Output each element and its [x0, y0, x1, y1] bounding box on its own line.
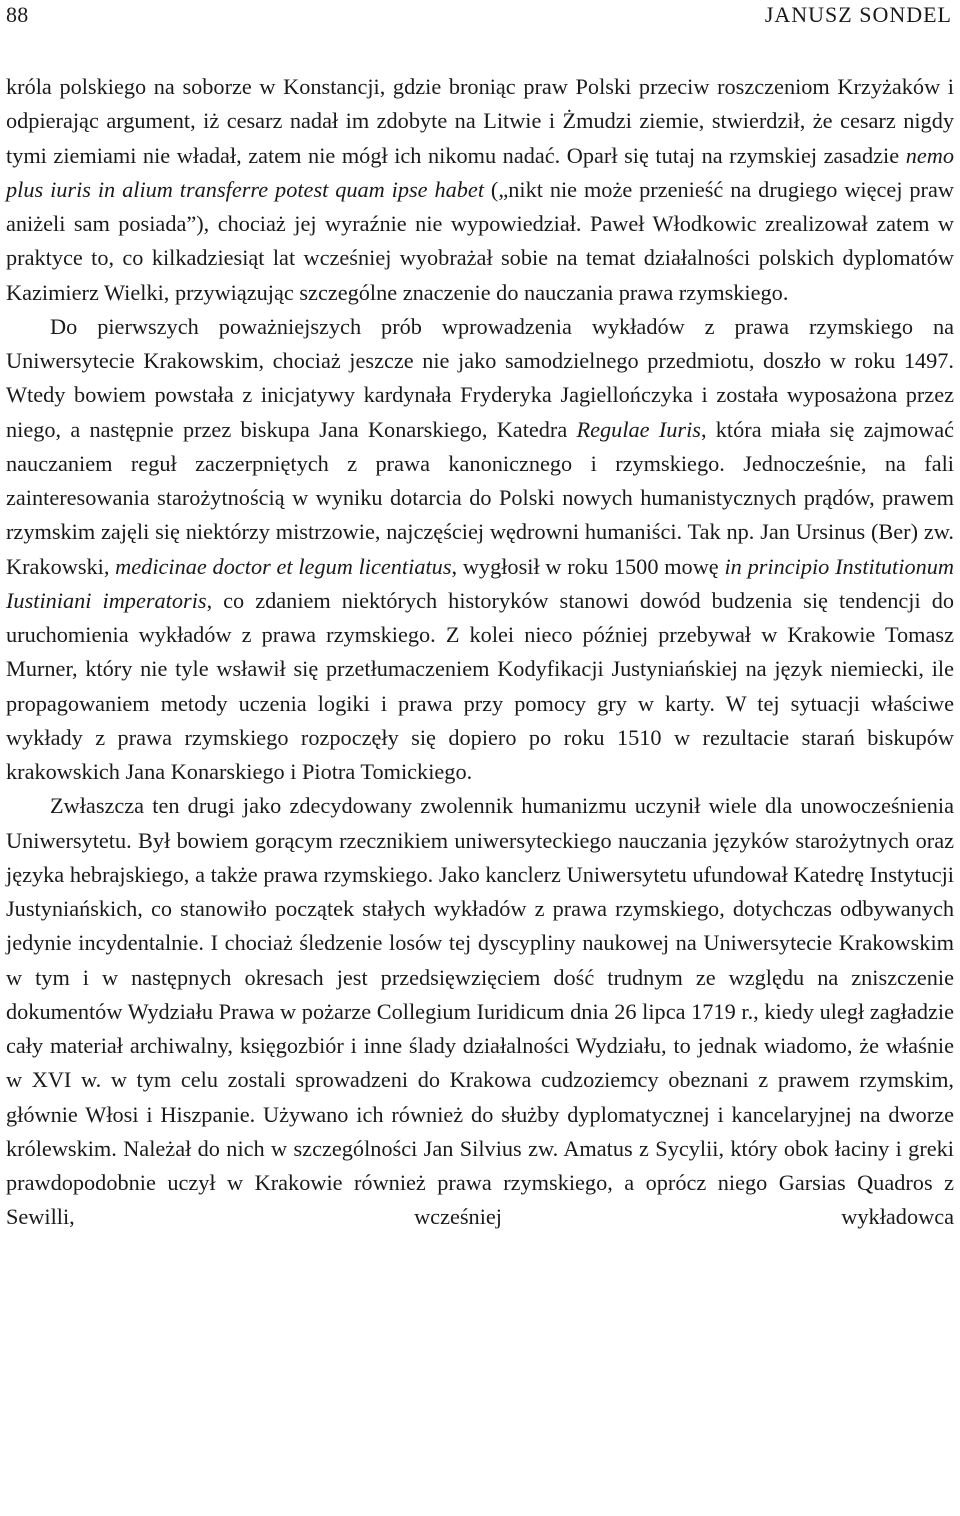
- paragraph-2-regulae-iuris: Regulae Iuris: [576, 416, 701, 442]
- paragraph-2-text-1: Do pierwszych poważniejszych prób wprowadzenia wykładów z prawa rzymskiego na Uniwersytecie Krakowskim, chociaż jeszcze nie jako samodzielnego przedmiotu, doszło w roku 1497. Wtedy bowiem powstała z inicjatywy kardynała Fryderyka Jagiellończyka i została wyposażona przez niego, a następnie przez biskupa Jana Konarskiego, Katedra: [6, 313, 954, 442]
- running-title: JANUSZ SONDEL: [764, 2, 952, 27]
- paragraph-2-latin-title: medicinae doctor et legum licentiatus: [115, 553, 452, 579]
- paragraph-1-text-1: króla polskiego na soborze w Konstancji, gdzie broniąc praw Polski przeciw roszczeniom Krzyżaków i odpierając argument, iż cesarz nadał im zdobyte na Litwie i Żmudzi ziemie, stwierdził, że cesarz nigdy tymi ziemiami nie władał, zatem nie mógł ich nikomu nadać. Oparł się tutaj na rzymskiej zasadzie: [6, 74, 954, 168]
- paragraph-3-text-1: Zwłaszcza ten drugi jako zdecydowany zwolennik humanizmu uczynił wiele dla unowocześnienia Uniwersytetu. Był bowiem gorącym rzecznikiem uniwersyteckiego nauczania języków starożytnych oraz języka hebrajskiego, a także prawa rzymskiego. Jako kanclerz Uniwersytetu ufundował Katedrę Instytucji Justyniańskich, co stanowiło początek stałych wykładów z prawa rzymskiego, dotychczas odbywanych jedynie incydentalnie. I chociaż śledzenie losów tej dyscypliny naukowej na Uniwersytecie Krakowskim w tym i w następnych okresach jest przedsięwzięciem dość trudnym ze względu na zniszczenie dokumentów Wydziału Prawa w pożarze Collegium Iuridicum dnia 26 lipca 1719 r., kiedy uległ zagładzie cały materiał archiwalny, księgozbiór i inne ślady działalności Wydziału, to jednak wiadomo, że właśnie w XVI w. w tym celu zostali sprowadzeni do Krakowa cudzoziemcy obeznani z prawem rzymskim, głównie Włosi i Hiszpanie. Używano ich również do służby dyplomatycznej i kancelaryjnej na dworze królewskim. Należał do nich w szczególności Jan Silvius zw. Amatus z Sycylii, który obok łaciny i greki prawdopodobnie uczył w Krakowie również prawa rzymskiego, a oprócz niego Garsias Quadros z Sewilli, wcześniej wykładowca: [6, 793, 954, 1230]
- paragraph-3: [6, 789, 954, 1234]
- paragraph-1-latin-maxim: nemo plus iuris in alium transferre potest quam ipse habet: [6, 142, 954, 202]
- paragraph-1-text-2: („nikt nie może przenieść na drugiego więcej praw aniżeli sam posiada”), chociaż jej wyraźnie nie wypowiedział. Paweł Włodkowic zrealizował zatem w praktyce to, co kilkadziesiąt lat wcześniej wyobrażał sobie na temat działalności polskich dyplomatów Kazimierz Wielki, przywiązując szczególne znaczenie do nauczania prawa rzymskiego.: [6, 176, 954, 305]
- page-number: 88: [6, 2, 29, 27]
- paragraph-2: [6, 310, 954, 790]
- paragraph-2-latin-oration: in principio Institutionum Iustiniani imperatoris: [6, 553, 954, 613]
- body-text: [6, 70, 954, 1235]
- paragraph-2-text-3: , wygłosił w roku 1500 mowę: [451, 553, 725, 579]
- running-header: [6, 0, 952, 30]
- paragraph-2-text-2: , która miała się zajmować nauczaniem reguł zaczerpniętych z prawa kanonicznego i rzymskiego. Jednocześnie, na fali zainteresowania starożytnością w wyniku dotarcia do Polski nowych humanistycznych prądów, prawem rzymskim zajęli się niektórzy mistrzowie, najczęściej wędrowni humaniści. Tak np. Jan Ursinus (Ber) zw. Krakowski,: [6, 416, 955, 579]
- paragraph-1: [6, 70, 954, 310]
- paragraph-2-text-4: , co zdaniem niektórych historyków stanowi dowód budzenia się tendencji do uruchomienia wykładów z prawa rzymskiego. Z kolei nieco później przebywał w Krakowie Tomasz Murner, który nie tyle wsławił się przetłumaczeniem Kodyfikacji Justyniańskiej na język niemiecki, ile propagowaniem metody uczenia logiki i prawa przy pomocy gry w karty. W tej sytuacji właściwe wykłady z prawa rzymskiego rozpoczęły się dopiero po roku 1510 w rezultacie starań biskupów krakowskich Jana Konarskiego i Piotra Tomickiego.: [6, 587, 954, 784]
